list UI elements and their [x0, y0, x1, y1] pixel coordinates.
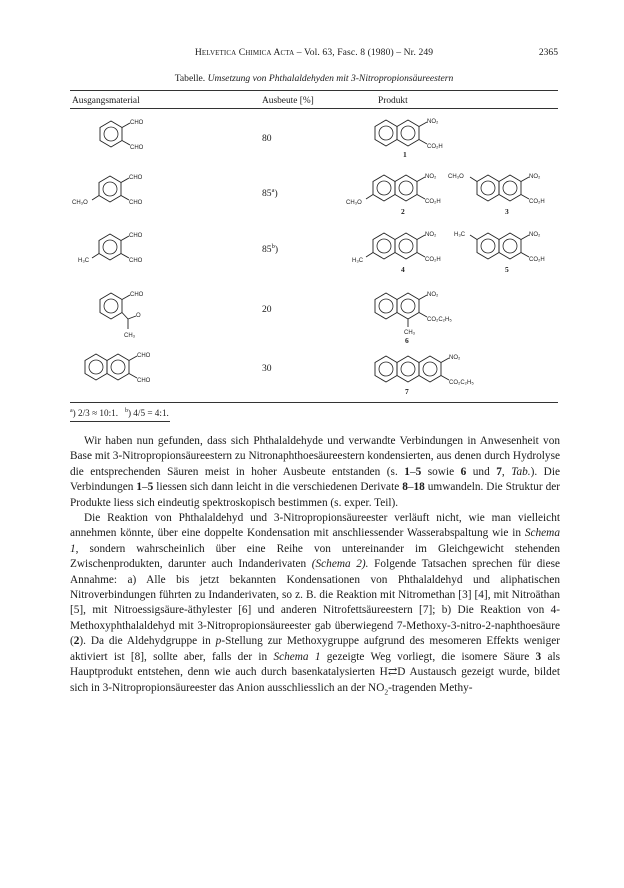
footnote-b-mark: b [124, 408, 128, 414]
svg-text:CO₂C₂H₅: CO₂C₂H₅ [427, 317, 452, 323]
svg-text:CO₂C₂H₅: CO₂C₂H₅ [449, 380, 474, 386]
svg-text:CHO: CHO [129, 258, 143, 264]
structure-naphthalene-dialdehyde [84, 348, 174, 392]
structure-4-methoxyphthalaldehyde [70, 170, 160, 216]
volume-info: – Vol. 63, Fasc. 8 (1980) – Nr. 249 [294, 47, 434, 58]
svg-text:CO₂H: CO₂H [529, 199, 545, 205]
table-bottom-rule [70, 402, 558, 403]
structure-product-5 [452, 225, 562, 277]
svg-text:CH₃O: CH₃O [346, 200, 362, 206]
table-top-rule [70, 90, 558, 91]
svg-text:CO₂H: CO₂H [425, 257, 441, 263]
label-cho: CHO [130, 145, 144, 151]
structure-4-methylphthalaldehyde [74, 228, 164, 274]
structure-2-acetylbenzaldehyde [92, 285, 162, 345]
compound-number: 7 [405, 387, 409, 396]
footnote-a-text: ) 2/3 ≈ 10:1. [72, 408, 119, 419]
column-header-produkt: Produkt [378, 96, 408, 106]
yield-row-4: 20 [262, 304, 272, 315]
svg-text:CHO: CHO [129, 175, 143, 181]
svg-text:NO₂: NO₂ [427, 119, 439, 125]
structure-product-6 [372, 285, 482, 347]
svg-text:H₃C: H₃C [454, 232, 466, 238]
compound-number: 4 [401, 265, 405, 274]
table-header-rule [70, 108, 558, 109]
body-text [70, 434, 560, 699]
structure-product-7 [372, 348, 492, 400]
svg-text:NO₂: NO₂ [529, 174, 541, 180]
svg-text:NO₂: NO₂ [427, 292, 439, 298]
structure-product-3 [448, 167, 562, 219]
svg-text:CHO: CHO [137, 378, 151, 384]
compound-number: 6 [405, 336, 409, 345]
svg-text:CH₃: CH₃ [404, 330, 416, 336]
journal-name: Helvetica Chimica Acta [194, 47, 295, 58]
svg-text:NO₂: NO₂ [425, 232, 437, 238]
svg-text:H₃C: H₃C [352, 258, 364, 264]
compound-number: 2 [401, 207, 405, 216]
paragraph-2: Die Reaktion von Phthalaldehyd und 3-Nitropropionsäureester verläuft nicht, wie man vielleicht annehmen könnte, über eine doppelte Kondensation mit anschliessender Wasserabspaltung wie in Schema 1, sondern wahrscheinlich über eine Reihe von untereinander im Gleichgewicht stehenden Zwischenprodukten, darunter auch Indanderivaten (Schema 2). Folgende Tatsachen sprechen für diese Annahme: a) Alle bis jetzt bekannten Kondensationen von Phthalaldehyd und aliphatischen Nitroverbindungen führten zu Indanderivaten, so z. B. die Reaktion mit Nitromethan [3] [4], mit Nitroäthan [5], mit Nitroessigsäure-äthylester [6] und anderen Nitrofettsäureestern [7]; b) Die Reaktion von 4-Methoxyphthalaldehyd mit 3-Nitropropionsäureester gab überwiegend 7-Methoxy-3-nitro-2-naphthoesäure (2). Da die Aldehydgruppe in p-Stellung zur Methoxygruppe aufgrund des mesomeren Effekts weniger aktiviert ist [8], sollte aber, falls der in Schema 1 gezeigte Weg vorliegt, die isomere Säure 3 als Hauptprodukt entstehen, denn wie auch durch basenkatalysierten H⇄D Austausch gezeigt wurde, bildet sich in 3-Nitropropionsäureester das Anion ausschliesslich an der $NO_2$-tragenden Methy- [70, 512, 561, 696]
yield-row-1: 80 [262, 133, 272, 144]
journal-citation [70, 47, 558, 58]
running-head [70, 47, 558, 61]
svg-text:CHO: CHO [137, 353, 151, 359]
compound-number: 1 [403, 150, 407, 159]
svg-text:NO₂: NO₂ [449, 355, 461, 361]
structure-product-2 [348, 167, 458, 219]
column-header-ausgangsmaterial: Ausgangsmaterial [72, 96, 140, 106]
column-header-ausbeute: Ausbeute [%] [262, 96, 314, 106]
table-footnotes [70, 408, 169, 418]
structure-product-1 [372, 112, 482, 162]
svg-text:CH₃: CH₃ [124, 333, 136, 339]
table-caption [70, 73, 558, 84]
svg-text:CO₂H: CO₂H [529, 257, 545, 263]
svg-text:CH₃O: CH₃O [72, 200, 88, 206]
table-caption-title: Umsetzung von Phthalaldehyden mit 3-Nitropropionsäureestern [207, 73, 454, 84]
svg-text:CHO: CHO [129, 233, 143, 239]
paragraph-1: Wir haben nun gefunden, dass sich Phthalaldehyde und verwandte Verbindungen in Anwesenheit von Base mit 3-Nitropropionsäureestern zu Nitronaphthoesäureestern kondensierten, aus denen durch Hydrolyse die entsprechenden Säuren meist in hoher Ausbeute entstanden (s. 1–5 sowie 6 und 7, Tab.). Die Verbindungen 1–5 liessen sich dann leicht in die verschiedenen Derivate 8–18 umwandeln. Die Struktur der Produkte liess sich eindeutig spektroskopisch bestimmen (s. exper. Teil). [70, 435, 561, 509]
svg-text:NO₂: NO₂ [529, 232, 541, 238]
svg-text:CH₃O: CH₃O [448, 174, 464, 180]
compound-number: 5 [505, 265, 509, 274]
structure-phthalaldehyde [92, 115, 162, 157]
svg-text:O: O [136, 313, 141, 319]
footnote-rule [70, 421, 170, 422]
yield-row-5: 30 [262, 363, 272, 374]
svg-text:H₃C: H₃C [78, 258, 90, 264]
svg-text:CHO: CHO [130, 292, 144, 298]
yield-row-2: 85$^a$) [262, 187, 278, 200]
footnote-b-text: ) 4/5 = 4:1. [127, 408, 169, 419]
structure-product-4 [352, 225, 462, 277]
table-caption-prefix: Tabelle. [174, 73, 208, 84]
footnote-a-mark: a [70, 408, 73, 414]
compound-number: 3 [505, 207, 509, 216]
svg-text:CO₂H: CO₂H [425, 199, 441, 205]
svg-text:NO₂: NO₂ [425, 174, 437, 180]
page-number: 2365 [538, 47, 558, 58]
svg-text:CHO: CHO [129, 200, 143, 206]
yield-row-3: 85$^b$) [262, 243, 279, 256]
label-cho: CHO [130, 120, 144, 126]
svg-text:CO₂H: CO₂H [427, 144, 443, 150]
